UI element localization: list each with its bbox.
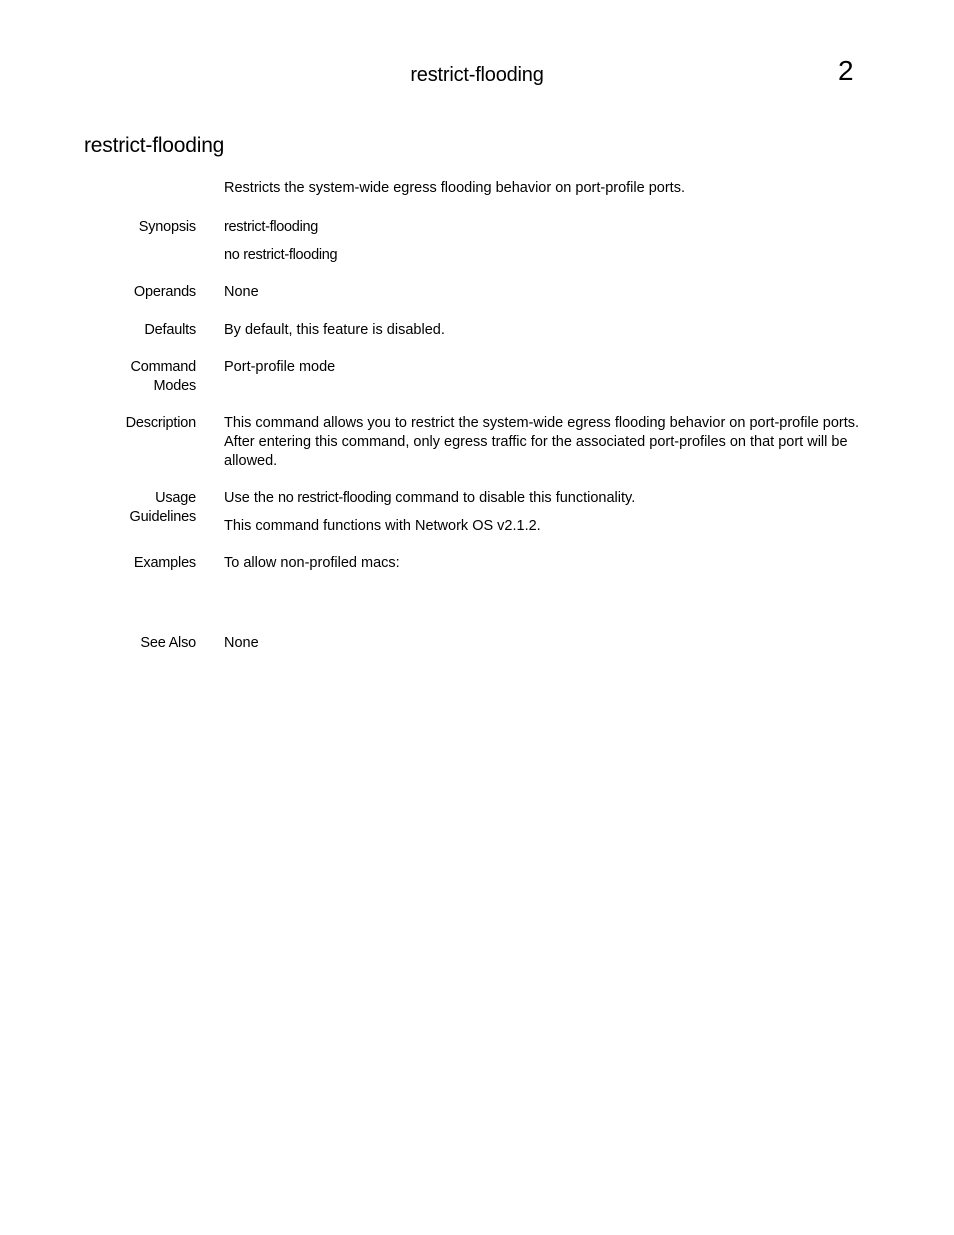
running-header-title: restrict-flooding (410, 64, 544, 86)
usage-guidelines-label-line2: Guidelines (129, 509, 196, 525)
command-modes-label-line2: Modes (153, 378, 196, 394)
defaults-label: Defaults (144, 322, 196, 338)
defaults-text: By default, this feature is disabled. (224, 322, 445, 338)
examples-label: Examples (133, 555, 196, 571)
description-label: Description (125, 415, 196, 431)
synopsis-body (224, 218, 874, 265)
command-modes-text: Port-profile mode (224, 359, 336, 375)
usage-line1-prefix: Use the (224, 490, 278, 506)
usage-line1-command: no restrict-flooding (278, 490, 392, 506)
synopsis-no-command: no restrict-flooding (224, 247, 338, 263)
description-text: This command allows you to restrict the system-wide egress flooding behavior on port-profile ports. After entering this command, only egress traffic for the associated port-profiles on that port will be allowed. (224, 415, 860, 469)
chapter-number: 2 (838, 55, 854, 86)
usage-line1-suffix: command to disable this functionality. (391, 490, 636, 506)
usage-guidelines-body (224, 489, 874, 536)
examples-text: To allow non-profiled macs: (224, 555, 400, 571)
usage-guidelines-label (96, 489, 196, 527)
section-title: restrict-flooding (84, 134, 225, 157)
usage-guidelines-label-line1: Usage (155, 490, 196, 506)
usage-guidelines-line2: This command functions with Network OS v2.1.2. (224, 518, 541, 534)
synopsis-command: restrict-flooding (224, 219, 319, 235)
usage-guidelines-line1 (224, 489, 874, 508)
synopsis-label: Synopsis (138, 219, 196, 235)
command-modes-label (96, 358, 196, 396)
see-also-label: See Also (140, 635, 196, 651)
command-modes-label-line1: Command (130, 359, 196, 375)
operands-text: None (224, 284, 259, 300)
intro-text: Restricts the system-wide egress flooding behavior on port-profile ports. (224, 180, 685, 196)
see-also-text: None (224, 635, 259, 651)
operands-label: Operands (133, 284, 196, 300)
